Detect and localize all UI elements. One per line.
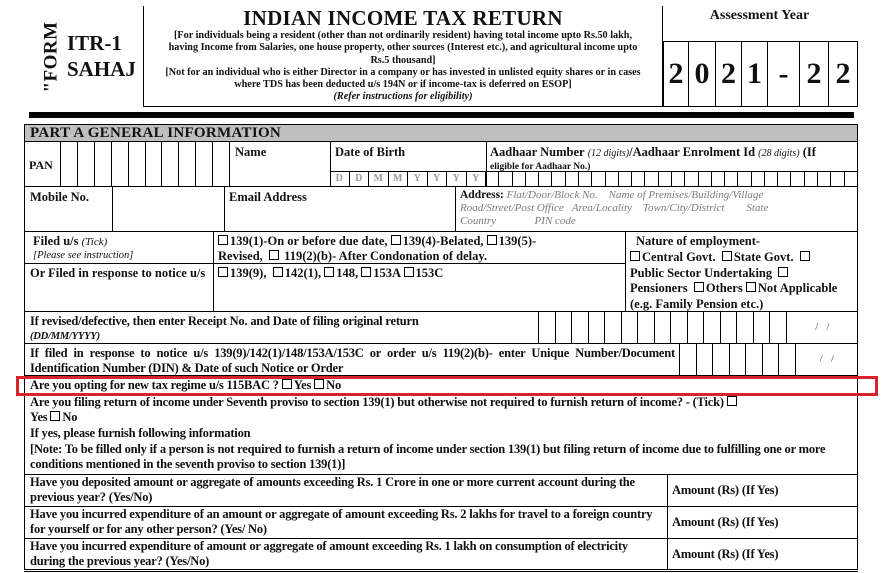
divider	[213, 263, 625, 264]
option-others[interactable]	[694, 281, 743, 295]
question-electricity: Have you incurred expenditure of amount or aggregate of amount exceeding Rs. 1 lakh on consumption of electricity during the previous year? (Yes/No)	[30, 539, 628, 568]
checkbox-icon	[218, 267, 228, 277]
eligibility-line: having Income from Salaries, one house property, other sources (Interest etc.), and agricultural income upto	[168, 42, 638, 54]
address-hint: Country PIN code	[460, 215, 576, 227]
page-title: INDIAN INCOME TAX RETURN	[243, 6, 563, 30]
option-label: 153C	[415, 266, 444, 280]
option-label: Revised,	[218, 249, 263, 263]
employment-label: Nature of employment-	[636, 234, 761, 248]
ay-digit: 2	[829, 42, 858, 106]
option-139-5[interactable]	[487, 234, 537, 248]
option-139-9[interactable]	[218, 266, 266, 280]
mobile-input[interactable]	[112, 187, 225, 232]
receipt-input[interactable]	[538, 312, 858, 344]
if-yes-label: If yes, please furnish following information	[30, 426, 251, 440]
divider	[213, 232, 214, 312]
aadhaar-eligible: eligible for Aadhaar No.)	[490, 162, 591, 172]
dob-input[interactable]	[330, 171, 486, 187]
option-label: Not Applicable (e.g. Family Pension etc.)	[630, 281, 838, 312]
ay-digit: -	[768, 42, 800, 106]
date-slashes: / /	[819, 353, 834, 365]
form-vertical-label: "FORM	[40, 21, 62, 93]
option-119-2b[interactable]	[269, 249, 487, 263]
ay-digit: 0	[689, 42, 716, 106]
checkbox-icon	[273, 267, 283, 277]
checkbox-icon[interactable]	[727, 396, 737, 406]
dob-box: D	[330, 172, 350, 187]
highlight-box	[16, 376, 878, 396]
email-input[interactable]	[226, 200, 454, 230]
name-input[interactable]	[230, 160, 330, 186]
checkbox-icon	[487, 235, 497, 245]
option-label: No	[62, 410, 78, 424]
question-text: Are you filing return of income under Seventh proviso to section 139(1) but otherwise not required to furnish return of income? - (Tick)	[30, 395, 724, 409]
option-142-1[interactable]	[273, 266, 321, 280]
dob-label: Date of Birth	[335, 145, 406, 159]
pan-input[interactable]	[60, 142, 230, 187]
checkbox-icon	[694, 282, 704, 292]
form-code-text: ITR-1	[67, 31, 122, 55]
checkbox-icon	[361, 267, 371, 277]
option-label: Yes	[30, 410, 48, 424]
exclusion-line: where TDS has been deducted u/s 194N or if income-tax is deferred on ESOP]	[234, 79, 572, 91]
address-hint: Flat/Door/Block No. Name of Premises/Building/Village	[506, 189, 764, 201]
pan-label: PAN	[29, 158, 53, 172]
form-code	[67, 30, 136, 82]
ay-digit: 2	[800, 42, 829, 106]
option-no[interactable]	[50, 410, 77, 424]
filed-instruction: [Please see instruction]	[33, 250, 134, 261]
dob-box: Y	[467, 172, 487, 187]
address-field[interactable]	[460, 189, 856, 228]
option-139-1[interactable]	[218, 234, 388, 248]
email-label: Email Address	[229, 190, 307, 204]
assessment-year-label: Assessment Year	[709, 8, 810, 23]
checkbox-icon	[50, 411, 60, 421]
option-label: Public Sector Undertaking	[630, 265, 773, 280]
name-label: Name	[235, 145, 267, 159]
notice-options	[218, 266, 443, 281]
checkbox-icon	[391, 235, 401, 245]
revised-label-text: If revised/defective, then enter Receipt No. and Date of filing original return	[30, 314, 419, 328]
dob-box: M	[389, 172, 409, 187]
option-state-govt[interactable]	[722, 250, 794, 264]
option-139-4[interactable]	[391, 234, 484, 248]
eligibility-text	[150, 30, 656, 104]
address-label: Address:	[460, 189, 504, 201]
checkbox-icon	[722, 251, 732, 261]
amount-label[interactable]: Amount (Rs) (If Yes)	[672, 483, 779, 497]
divider	[667, 474, 668, 570]
filed-options	[218, 234, 623, 264]
aadhaar-digits: (12 digits)	[587, 148, 630, 159]
dob-box: Y	[408, 172, 428, 187]
aadhaar-if: (If	[802, 145, 816, 159]
option-153a[interactable]	[361, 266, 400, 280]
aadhaar-enrol-digits: (28 digits)	[758, 148, 800, 159]
checkbox-icon[interactable]	[778, 267, 788, 277]
checkbox-icon	[269, 250, 279, 260]
aadhaar-input[interactable]	[486, 171, 858, 187]
dob-box: D	[350, 172, 370, 187]
divider-bar	[29, 112, 854, 118]
option-label: 139(5)-	[498, 234, 537, 248]
option-label: 153A	[373, 266, 401, 280]
option-label: Yes	[293, 378, 312, 392]
din-label: If filed in response to notice u/s 139(9)/142(1)/148/153A/153C or order u/s 119(2)(b)- enter Unique Number/Document Identification Number (DIN) & Date of such Notice or Order	[30, 346, 675, 375]
checkbox-icon	[324, 267, 334, 277]
din-input[interactable]	[679, 344, 858, 376]
mobile-label: Mobile No.	[30, 190, 90, 204]
eligibility-line: Rs.5 thousand]	[370, 54, 436, 66]
notice-label: Or Filed in response to notice u/s	[30, 266, 206, 280]
divider	[24, 263, 213, 264]
refer-note: (Refer instructions for eligibility)	[333, 91, 473, 103]
aadhaar-label	[490, 145, 856, 173]
option-label: 139(9),	[230, 266, 267, 280]
dob-box: Y	[428, 172, 448, 187]
checkbox-icon[interactable]	[800, 251, 810, 261]
ay-digit: 2	[663, 42, 689, 106]
assessment-year-grid	[663, 41, 858, 107]
filed-tick: (Tick)	[81, 236, 108, 248]
eligibility-line: [For individuals being a resident (other than not ordinarily resident) having total income upto Rs.50 lakh,	[173, 30, 632, 41]
option-label: 139(4)-Belated,	[402, 234, 484, 248]
note-text: [Note: To be filled only if a person is not required to furnish a return of income under section 139(1) but filing return of income due to fulfilling one or more conditions mentioned in the seventh proviso to section 139(1)]	[30, 442, 826, 471]
option-label: Others	[705, 281, 743, 296]
question-deposit: Have you deposited amount or aggregate of amounts exceeding Rs. 1 Crore in one or more current account during the previous year? (Yes/No)	[30, 475, 635, 504]
question-text: Are you opting for new tax regime u/s 115BAC ?	[30, 378, 279, 392]
option-label: Pensioners	[630, 281, 688, 296]
amount-label[interactable]: Amount (Rs) (If Yes)	[672, 547, 779, 561]
dob-box: M	[369, 172, 389, 187]
checkbox-icon	[746, 282, 756, 292]
option-153c[interactable]	[404, 266, 444, 280]
question-travel: Have you incurred expenditure of an amount or aggregate of amount exceeding Rs. 2 lakhs for travel to a foreign country for yourself or for any other person? (Yes/ No)	[30, 507, 653, 536]
filed-label-text: Filed u/s	[33, 234, 79, 248]
filed-label	[33, 234, 133, 263]
option-label: No	[326, 378, 342, 392]
option-label: 148,	[336, 266, 359, 280]
divider	[455, 187, 456, 232]
address-hint: Road/Street/Post Office Area/Locality Town/City/District State	[460, 202, 769, 214]
seventh-proviso-question	[30, 395, 850, 425]
checkbox-icon	[218, 235, 228, 245]
ay-digit: 1	[742, 42, 768, 106]
option-label: 142(1),	[284, 266, 322, 280]
divider	[625, 232, 626, 312]
exclusion-line: [Not for an individual who is either Director in a company or has invested in unlisted equity shares or in cases	[165, 66, 641, 78]
section-heading: PART A GENERAL INFORMATION	[24, 124, 858, 142]
employment-options	[630, 234, 856, 313]
option-label: Central Govt.	[642, 249, 716, 264]
option-label: 119(2)(b)- After Condonation of delay.	[284, 249, 488, 263]
divider	[24, 571, 858, 572]
aadhaar-text: Aadhaar Number	[490, 145, 585, 159]
amount-label[interactable]: Amount (Rs) (If Yes)	[672, 515, 779, 529]
checkbox-icon	[630, 251, 640, 261]
option-label: 139(1)-On or before due date,	[230, 234, 388, 248]
checkbox-icon	[404, 267, 414, 277]
option-label: State Govt.	[733, 249, 794, 264]
revised-format: (DD/MM/YYYY)	[30, 331, 100, 342]
form-name-text: SAHAJ	[67, 57, 136, 81]
option-central-govt[interactable]	[630, 250, 716, 264]
aadhaar-enrol-text: /Aadhaar Enrolment Id	[629, 145, 756, 159]
option-148[interactable]	[324, 266, 358, 280]
date-slashes: / /	[815, 321, 830, 333]
dob-box: Y	[447, 172, 467, 187]
revised-label	[30, 314, 530, 344]
ay-digit: 2	[716, 42, 742, 106]
